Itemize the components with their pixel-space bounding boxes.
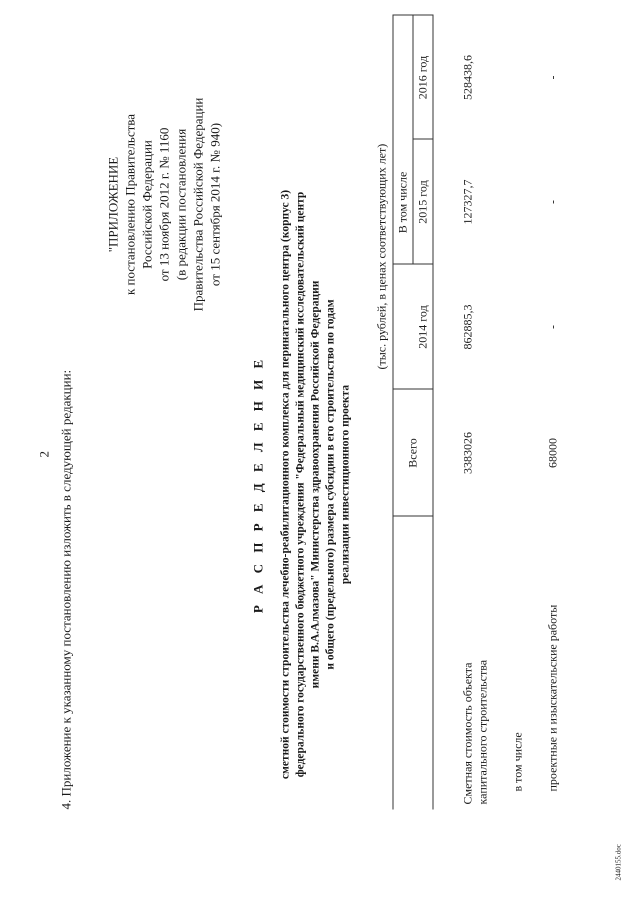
- header-including: В том числе: [395, 171, 410, 234]
- header-year-2016: 2016 год: [415, 55, 430, 100]
- appendix-line: к постановлению Правительства: [122, 113, 138, 296]
- row-total-value: 3383026: [460, 432, 475, 474]
- appendix-title: "ПРИЛОЖЕНИЕ: [105, 156, 121, 253]
- row-2015-value: -: [545, 200, 560, 204]
- row-label-estimated-cost: Сметная стоимость объекта капитального строительства: [460, 659, 490, 805]
- footer-code: 2440155.doc: [614, 844, 623, 881]
- intro-text: 4. Приложение к указанному постановлению изложить в следующей редакции:: [58, 369, 74, 810]
- heading-line: и общего (предельного) размера субсидии в его строительство по годам: [324, 299, 337, 670]
- row-2015-value: 127327,7: [460, 179, 475, 225]
- heading-line: реализации инвестиционного проекта: [339, 384, 352, 585]
- header-year-2015: 2015 год: [415, 180, 430, 224]
- row-total-value: 68000: [545, 438, 560, 468]
- heading-line: федерального государственного бюджетного учреждения "Федеральный медицинский исследовательский центр: [294, 191, 307, 778]
- units-note: (тыс. рублей, в ценах соответствующих лет): [374, 143, 389, 370]
- row-2014-value: 862885,3: [460, 304, 475, 350]
- page-number: 2: [36, 451, 52, 458]
- appendix-line: (в редакции постановления: [173, 128, 189, 281]
- header-year-2014: 2014 год: [415, 305, 430, 349]
- row-label-including: в том числе: [510, 732, 525, 792]
- row-2016-value: 528438,6: [460, 55, 475, 100]
- appendix-line: от 15 сентября 2014 г. № 940): [207, 122, 223, 287]
- row-2014-value: -: [545, 325, 560, 329]
- rotated-page: [1, 0, 640, 905]
- table-header-bottom: [433, 15, 434, 810]
- heading-line: имени В.А.Алмазова" Министерства здравоохранения Российской Федерации: [309, 280, 322, 689]
- document-title: Р А С П Р Е Д Е Л Е Н И Е: [250, 355, 266, 614]
- row-label-design-work: проектные и изыскательские работы: [545, 604, 560, 792]
- header-total: Всего: [405, 438, 420, 468]
- appendix-block: [105, 75, 224, 335]
- table-top-border: [393, 15, 394, 810]
- table-header-divider: [413, 15, 414, 265]
- appendix-line: от 13 ноября 2012 г. № 1160: [156, 127, 172, 282]
- row-2016-value: -: [545, 75, 560, 80]
- heading-line: сметной стоимости строительства лечебно-реабилитационного комплекса для перинатального центра (корпус 3): [279, 189, 292, 780]
- appendix-line: Российской Федерации: [139, 140, 155, 269]
- document-heading: [251, 185, 354, 785]
- appendix-line: Правительства Российской Федерации: [190, 97, 206, 312]
